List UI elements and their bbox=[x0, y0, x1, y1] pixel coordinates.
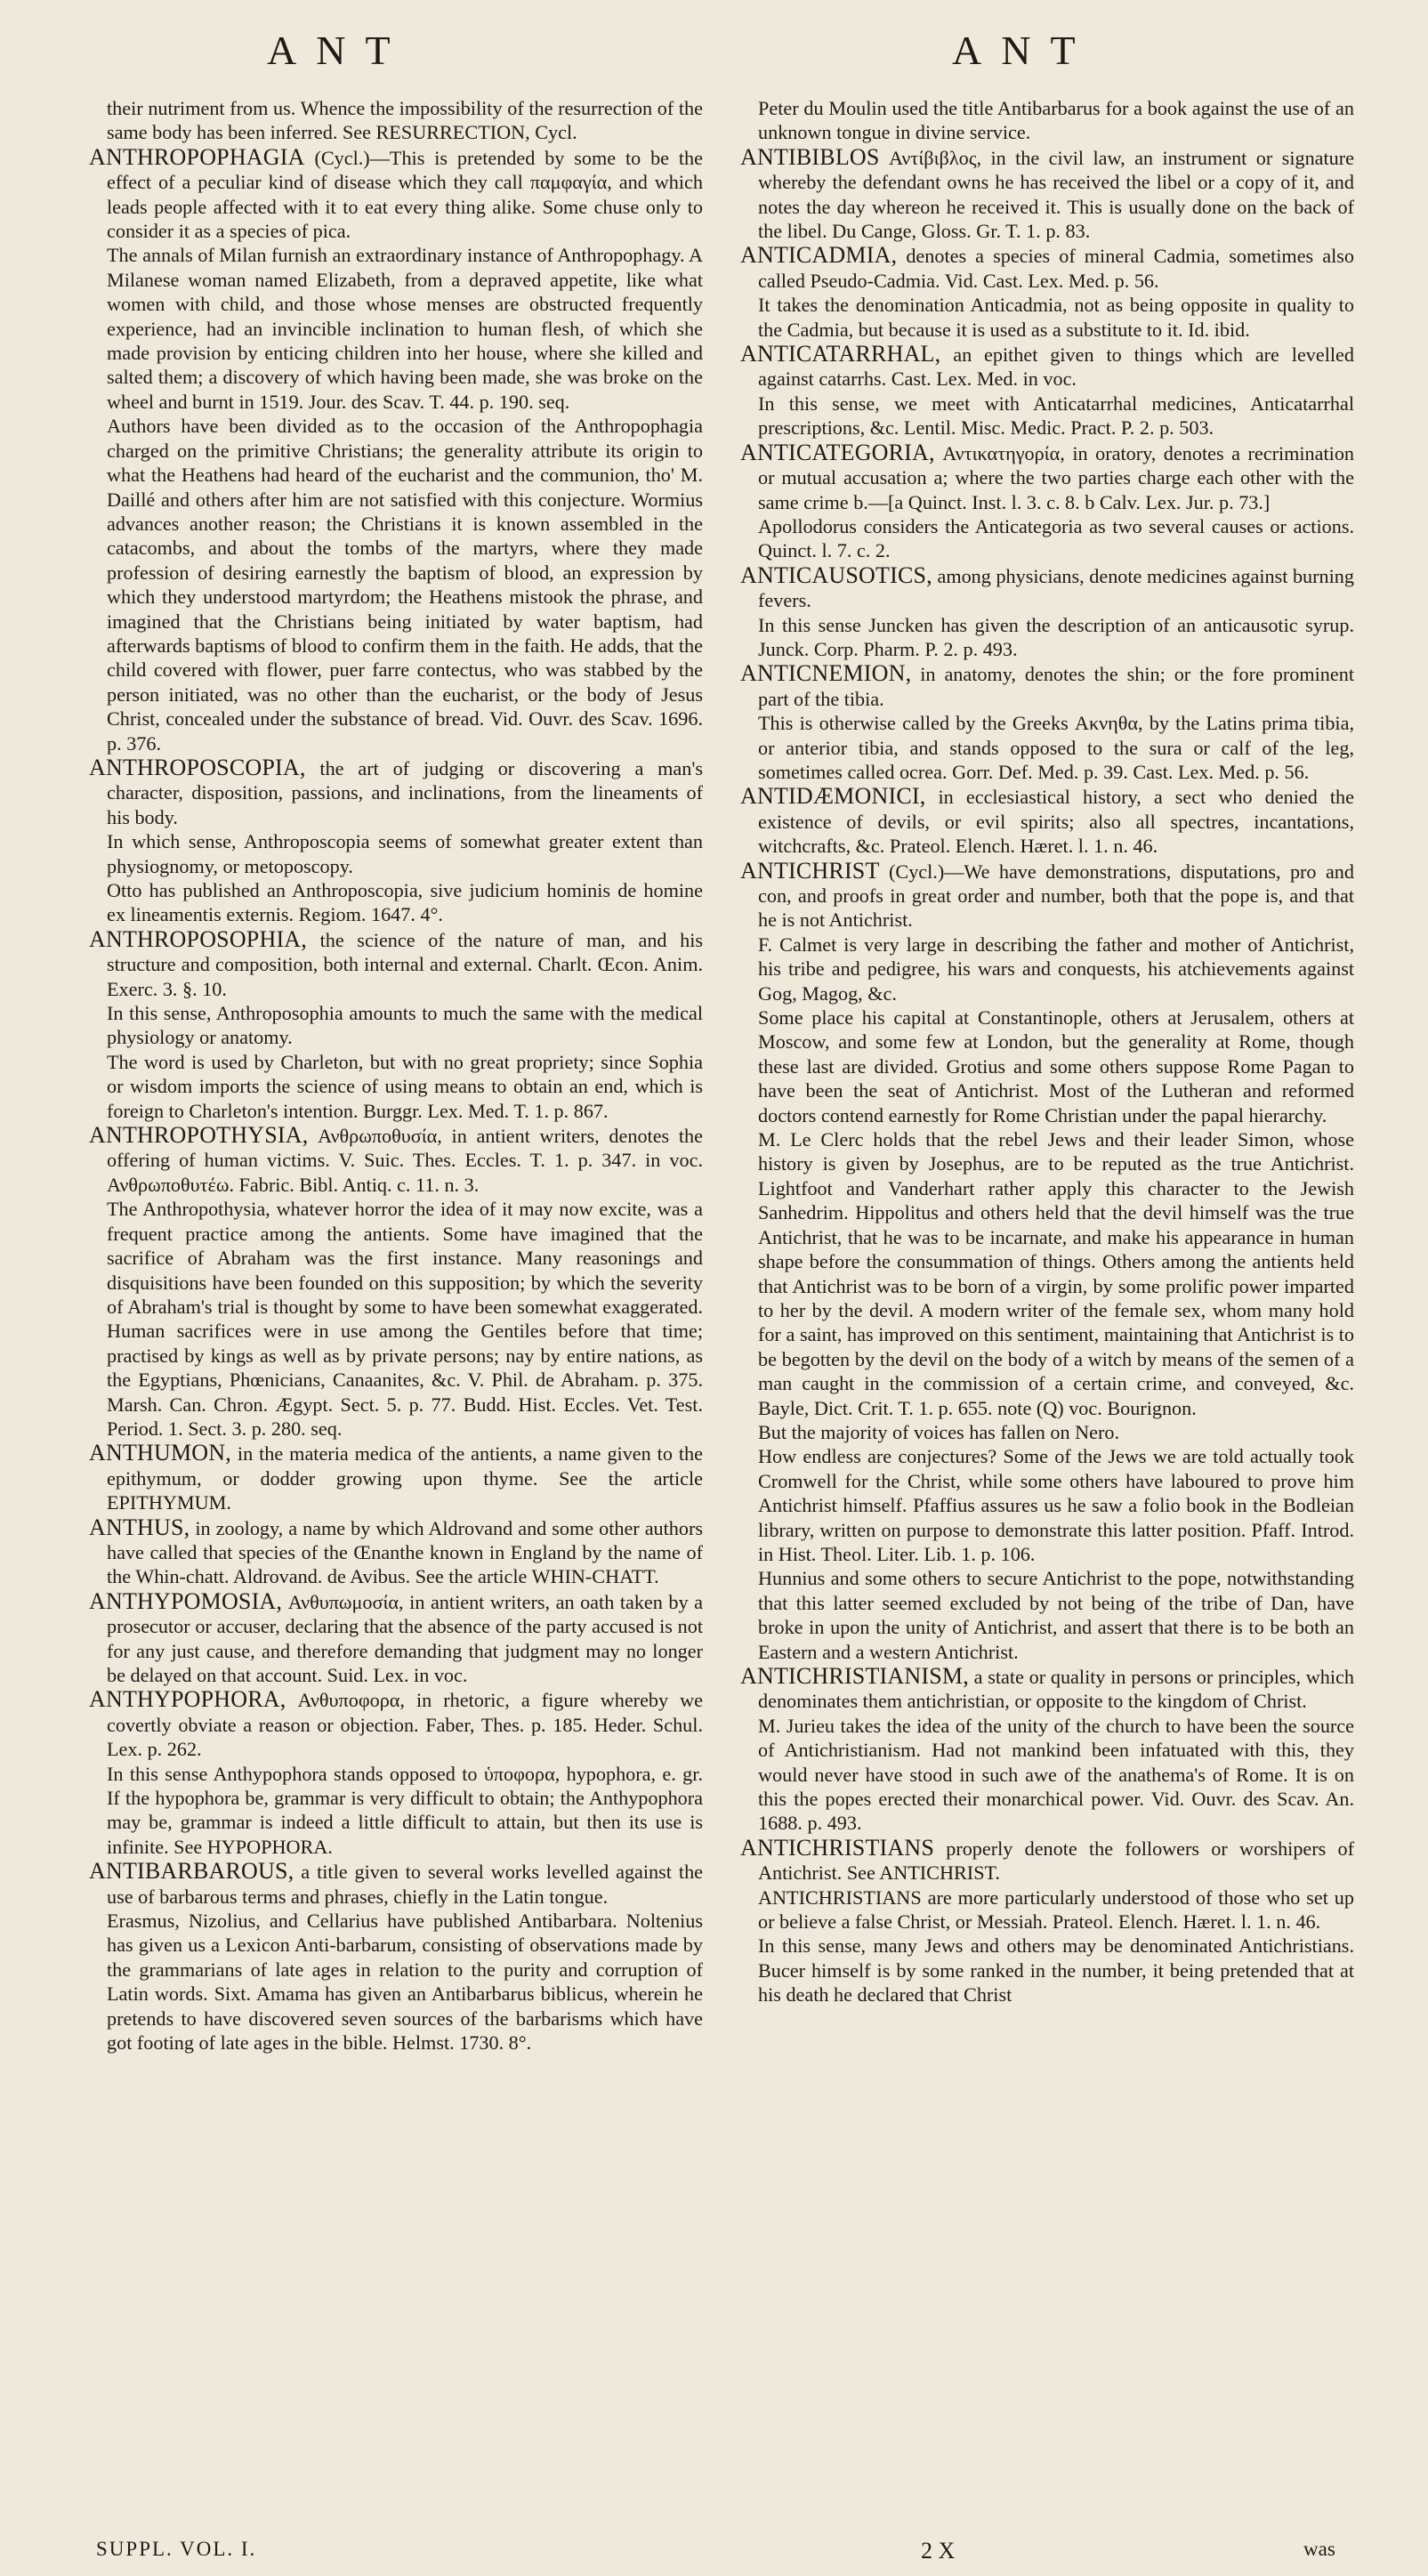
entry-text: In this sense Anthypophora stands opposed to ὑποφορα, hypophora, e. gr. If the hypophora be, grammar is very difficult to obtain; the Anthypophora may be, grammar is indeed a little difficult to attain, but then its use is infinite. See HYPOPHORA. bbox=[107, 1762, 703, 1858]
entry-paragraph bbox=[89, 1762, 703, 1860]
entry-paragraph bbox=[740, 613, 1354, 662]
footer-signature-mark: 2 X bbox=[921, 2538, 956, 2564]
entry-text: This is otherwise called by the Greeks Ακνηθα, by the Latins prima tibia, or anterior tibia, and stands opposed to the sura or calf of the leg, sometimes called ocrea. Gorr. Def. Med. p. 39. Cast. Lex. Med. p. 56. bbox=[758, 712, 1354, 783]
entry-headword: ANTIBIBLOS bbox=[740, 143, 880, 170]
dictionary-entry bbox=[740, 342, 1354, 392]
entry-text: Αντίβιβλος, in the civil law, an instrument or signature whereby the defendant owns he has received the libel or a copy of it, and notes the day whereon he received it. This is usually done on the back of the libel. Du Cange, Gloss. Gr. T. 1. p. 83. bbox=[758, 146, 1354, 243]
entry-paragraph bbox=[740, 514, 1354, 563]
entry-text: F. Calmet is very large in describing the father and mother of Antichrist, his tribe and pedigree, his wars and conquests, his atchievements against Gog, Magog, &c. bbox=[758, 933, 1354, 1005]
entry-text: Otto has published an Anthroposcopia, sive judicium hominis de homine ex lineamentis externis. Regiom. 1647. 4°. bbox=[107, 879, 703, 926]
entry-paragraph bbox=[89, 878, 703, 927]
entry-headword: ANTICHRISTIANS bbox=[740, 1834, 935, 1861]
entry-paragraph bbox=[89, 1050, 703, 1123]
entry-headword: ANTHUS, bbox=[89, 1514, 190, 1540]
entry-paragraph bbox=[740, 293, 1354, 342]
entry-paragraph bbox=[740, 1127, 1354, 1420]
entry-text: In this sense, we meet with Anticatarrhal medicines, Anticatarrhal prescriptions, &c. Lentil. Misc. Medic. Pract. P. 2. p. 503. bbox=[758, 392, 1354, 440]
entry-text: Hunnius and some others to secure Antichrist to the pope, notwithstanding that this latter seemed excluded by not being of the tribe of Dan, have broke in upon the unity of Antichrist, and assert that there is to be both an Eastern and a western Antichrist. bbox=[758, 1567, 1354, 1663]
entry-paragraph bbox=[89, 829, 703, 878]
entry-paragraph bbox=[89, 1197, 703, 1441]
entry-headword: ANTHROPOSCOPIA, bbox=[89, 754, 306, 780]
entry-text: an epithet given to things which are levelled against catarrhs. Cast. Lex. Med. in voc. bbox=[758, 343, 1354, 391]
entry-text: the science of the nature of man, and his structure and composition, both internal and external. Charlt. Œcon. Anim. Exerc. 3. §. 10. bbox=[107, 928, 703, 1000]
entry-text: a state or quality in persons or principles, which denominates them antichristian, or opposite to the kingdom of Christ. bbox=[758, 1666, 1354, 1713]
entry-text: M. Jurieu takes the idea of the unity of the church to have been the source of Antichristianism. Had not mankind been infatuated with this, they would never have stood in such awe of the anathema's of Rome. It is on this the popes erected their monarchical power. Vid. Ouvr. des Scav. An. 1688. p. 493. bbox=[758, 1714, 1354, 1835]
dictionary-entry bbox=[740, 859, 1354, 933]
entry-paragraph bbox=[89, 243, 703, 414]
entry-headword: ANTICAUSOTICS, bbox=[740, 561, 932, 588]
dictionary-entry bbox=[740, 243, 1354, 293]
dictionary-entry bbox=[740, 1836, 1354, 1886]
dictionary-entry bbox=[89, 145, 703, 244]
entry-text: Some place his capital at Constantinople, others at Jerusalem, others at Moscow, and some few at London, but the generality at Rome, though these last are divided. Grotius and some others suppose Rome Pagan to have been the seat of Antichrist. Most of the Lutheran and reformed doctors contend earnestly for Rome Christian under the papal hierarchy. bbox=[758, 1006, 1354, 1126]
dictionary-entry bbox=[89, 1515, 703, 1589]
dictionary-entry bbox=[89, 755, 703, 829]
entry-text: in ecclesiastical history, a sect who denied the existence of devils, or evil spirits; also all spectres, incantations, witchcrafts, &c. Prateol. Elench. Hæret. l. 1. n. 46. bbox=[758, 786, 1354, 858]
entry-text: their nutriment from us. Whence the impossibility of the resurrection of the same body has been inferred. See RESURRECTION, Cycl. bbox=[107, 97, 703, 144]
dictionary-entry bbox=[740, 1664, 1354, 1714]
entry-headword: ANTICHRISTIANISM, bbox=[740, 1663, 969, 1689]
entry-headword: ANTHROPOSOPHIA, bbox=[89, 925, 307, 952]
entry-text: in the materia medica of the antients, a name given to the epithymum, or dodder growing upon thyme. See the article EPITHYMUM. bbox=[107, 1442, 703, 1514]
entry-paragraph bbox=[89, 1909, 703, 2055]
entry-headword: ANTIDÆMONICI, bbox=[740, 783, 926, 810]
entry-headword: ANTICHRIST bbox=[740, 857, 880, 884]
entry-text: M. Le Clerc holds that the rebel Jews and their leader Simon, whose history is given by Josephus, are to be reputed as the true Antichrist. Lightfoot and Vanderhart rather apply this character to the Jewish Sanhedrim. Hippolitus and others held that the devil himself was the true Antichrist, that he was to be incarnate, and make his appearance in human shape before the consummation of things. Others among the antients held that Antichrist was to be born of a virgin, by some prolific power imparted to her by the devil. A modern writer of the female sex, whom many hold for a saint, has improved on this sentiment, maintaining that Antichrist is to be begotten by the devil on the body of a witch by means of the semen of a man caught in the commission of a certain crime, and conveyed, &c. Bayle, Dict. Crit. T. 1. p. 655. note (Q) voc. Bourignon. bbox=[758, 1128, 1354, 1419]
dictionary-entry bbox=[740, 145, 1354, 244]
entry-text: in anatomy, denotes the shin; or the fore prominent part of the tibia. bbox=[758, 663, 1354, 710]
entry-paragraph bbox=[740, 1886, 1354, 1934]
right-column bbox=[740, 96, 1354, 2516]
footer-signature: SUPPL. VOL. I. bbox=[96, 2538, 257, 2560]
entry-text: In this sense Juncken has given the description of an anticausotic syrup. Junck. Corp. Pharm. P. 2. p. 493. bbox=[758, 613, 1354, 660]
entry-text: In this sense, Anthroposophia amounts to much the same with the medical physiology or anatomy. bbox=[107, 1002, 703, 1049]
dictionary-entry bbox=[740, 440, 1354, 514]
entry-text: the art of judging or discovering a man's character, disposition, passions, and inclinations, from the lineaments of his body. bbox=[107, 756, 703, 828]
dictionary-entry bbox=[89, 927, 703, 1001]
entry-text: Αντικατηγορία, in oratory, denotes a recrimination or mutual accusation a; where the two parties charge each other with the same crime b.—[a Quinct. Inst. l. 3. c. 8. b Calv. Lex. Jur. p. 73.] bbox=[758, 441, 1354, 513]
dictionary-entry bbox=[89, 1859, 703, 1909]
entry-text: The word is used by Charleton, but with no great propriety; since Sophia or wisdom imports the science of using means to obtain an end, which is foreign to Charleton's intention. Burggr. Lex. Med. T. 1. p. 867. bbox=[107, 1050, 703, 1122]
entry-headword: ANTHYPOPHORA, bbox=[89, 1686, 286, 1713]
entry-text: among physicians, denote medicines against burning fevers. bbox=[758, 564, 1354, 612]
entry-headword: ANTICNEMION, bbox=[740, 660, 912, 687]
entry-paragraph bbox=[740, 1005, 1354, 1127]
running-head-left: ANT bbox=[267, 28, 410, 73]
entry-headword: ANTHROPOTHYSIA, bbox=[89, 1122, 309, 1149]
entry-headword: ANTICATARRHAL, bbox=[740, 341, 941, 367]
entry-paragraph bbox=[740, 96, 1354, 145]
entry-headword: ANTICADMIA, bbox=[740, 242, 898, 269]
footer-catchword: was bbox=[1303, 2538, 1335, 2560]
dictionary-entry bbox=[89, 1441, 703, 1514]
entry-text: (Cycl.)—This is pretended by some to be the effect of a peculiar kind of disease which they call παμφαγία, and which leads people affected with it to eat every thing alike. Some chuse only to consider it as a species of pica. bbox=[107, 146, 703, 243]
dictionary-entry bbox=[740, 661, 1354, 711]
entry-text: properly denote the followers or worshipers of Antichrist. See ANTICHRIST. bbox=[758, 1837, 1354, 1885]
entry-text: Ανθυπωμοσία, in antient writers, an oath taken by a prosecutor or accuser, declaring that the absence of the party accused is not for any just cause, and therefore demanding that judgment may no longer be delayed on that account. Suid. Lex. in voc. bbox=[107, 1590, 703, 1686]
entry-text: a title given to several works levelled against the use of barbarous terms and phrases, chiefly in the Latin tongue. bbox=[107, 1861, 703, 1908]
entry-paragraph bbox=[89, 1001, 703, 1050]
dictionary-entry bbox=[89, 1589, 703, 1688]
entry-text: In which sense, Anthroposcopia seems of somewhat greater extent than physiognomy, or metoposcopy. bbox=[107, 830, 703, 877]
entry-text: ANTICHRISTIANS are more particularly understood of those who set up or believe a false Christ, or Messiah. Prateol. Elench. Hæret. l. 1. n. 46. bbox=[758, 1886, 1354, 1934]
entry-text: How endless are conjectures? Some of the Jews we are told actually took Cromwell for the Christ, while some others have laboured to prove him Antichrist himself. Pfaffius assures us he saw a folio book in the Bodleian library, written on purpose to demonstrate this latter position. Pfaff. Introd. in Hist. Theol. Liter. Lib. 1. p. 106. bbox=[758, 1445, 1354, 1565]
entry-headword: ANTHYPOMOSIA, bbox=[89, 1587, 283, 1614]
entry-text: denotes a species of mineral Cadmia, sometimes also called Pseudo-Cadmia. Vid. Cast. Lex. Med. p. 56. bbox=[758, 245, 1354, 292]
entry-text: The Anthropothysia, whatever horror the idea of it may now excite, was a frequent practice among the antients. Some have imagined that the sacrifice of Abraham was the first instance. Many reasonings and disquisitions have been founded on this supposition; by which the severity of Abraham's trial is thought by some to have been somewhat exaggerated. Human sacrifices were in use among the Gentiles before that time; practised by kings as well as by private persons; nay by entire nations, as the Egyptians, Phœnicians, Canaanites, &c. V. Phil. de Abraham. p. 375. Marsh. Can. Chron. Ægypt. Sect. 5. p. 77. Budd. Hist. Eccles. Vet. Test. Period. 1. Sect. 3. p. 280. seq. bbox=[107, 1198, 703, 1440]
entry-text: Erasmus, Nizolius, and Cellarius have published Antibarbara. Noltenius has given us a Lexicon Anti-barbarum, consisting of observations made by the grammarians of late ages in relation to the purity and corruption of Latin words. Sixt. Amama has given an Antibarbarus biblicus, wherein he pretends to have discovered seven sources of the barbarisms which have got footing of late ages in the bible. Helmst. 1730. 8°. bbox=[107, 1910, 703, 2055]
entry-paragraph bbox=[740, 1420, 1354, 1444]
entry-text: Authors have been divided as to the occasion of the Anthropophagia charged on the primitive Christians; the generality attribute its origin to what the Heathens had heard of the eucharist and the communion, tho' M. Daillé and others after him are not satisfied with this conjecture. Wormius advances another reason; the Christians it is known assembled in the catacombs, and about the tombs of the martyrs, where they made profession of desiring earnestly the baptism of blood, an expression by which they understood martyrdom; the Heathens mistook the phrase, and imagined that the Christians being initiated by water baptism, had afterwards baptisms of blood to confirm them in the faith. He adds, that the child covered with flower, puer farre contectus, who was stabbed by the person initiated, was no other than the eucharist, or the body of Jesus Christ, concealed under the substance of bread. Vid. Ouvr. des Scav. 1696. p. 376. bbox=[107, 415, 703, 755]
entry-paragraph bbox=[740, 933, 1354, 1005]
left-column bbox=[89, 96, 703, 2516]
entry-paragraph bbox=[740, 1444, 1354, 1566]
entry-text: The annals of Milan furnish an extraordinary instance of Anthropophagy. A Milanese woman named Elizabeth, from a depraved appetite, like what women with child, and those whose menses are obstructed frequently experience, had an invincible inclination to human flesh, of which she made provision by enticing children into her house, where she killed and salted them; a discovery of which having been made, she was broke on the wheel and burnt in 1519. Jour. des Scav. T. 44. p. 190. seq. bbox=[107, 244, 703, 413]
entry-paragraph bbox=[740, 1714, 1354, 1836]
entry-paragraph bbox=[740, 1566, 1354, 1664]
dictionary-entry bbox=[89, 1687, 703, 1761]
entry-headword: ANTIBARBAROUS, bbox=[89, 1858, 294, 1885]
entry-paragraph bbox=[740, 392, 1354, 440]
entry-text: Apollodorus considers the Anticategoria as two several causes or actions. Quinct. l. 7. c. 2. bbox=[758, 514, 1354, 562]
dictionary-entry bbox=[740, 784, 1354, 858]
entry-headword: ANTICATEGORIA, bbox=[740, 439, 935, 465]
dictionary-entry bbox=[89, 1123, 703, 1197]
entry-text: In this sense, many Jews and others may be denominated Antichristians. Bucer himself is by some ranked in the number, it being pretended that at his death he declared that Christ bbox=[758, 1934, 1354, 2007]
entry-text: Peter du Moulin used the title Antibarbarus for a book against the use of an unknown tongue in divine service. bbox=[758, 97, 1354, 144]
entry-paragraph bbox=[740, 1934, 1354, 2007]
entry-text: But the majority of voices has fallen on Nero. bbox=[758, 1420, 1120, 1443]
entry-paragraph bbox=[89, 96, 703, 145]
dictionary-entry bbox=[740, 563, 1354, 613]
entry-headword: ANTHROPOPHAGIA bbox=[89, 143, 305, 170]
entry-paragraph bbox=[89, 414, 703, 755]
entry-text: in zoology, a name by which Aldrovand and some other authors have called that species of the Œnanthe known in England by the name of the Whin-chatt. Aldrovand. de Avibus. See the article WHIN-CHATT. bbox=[107, 1516, 703, 1588]
entry-text: Ανθυποφορα, in rhetoric, a figure whereby we covertly obviate a reason or objection. Faber, Thes. p. 185. Heder. Schul. Lex. p. 262. bbox=[107, 1689, 703, 1761]
entry-text: Ανθρωποθυσία, in antient writers, denotes the offering of human victims. V. Suic. Thes. Eccles. T. 1. p. 347. in voc. Ανθρωποθυτέω. Fabric. Bibl. Antiq. c. 11. n. 3. bbox=[107, 1125, 703, 1196]
entry-text: It takes the denomination Anticadmia, not as being opposite in quality to the Cadmia, but because it is used as a substitute to it. Id. ibid. bbox=[758, 294, 1354, 341]
entry-headword: ANTHUMON, bbox=[89, 1440, 231, 1466]
running-head-right: ANT bbox=[952, 28, 1095, 73]
entry-paragraph bbox=[740, 711, 1354, 784]
entry-text: (Cycl.)—We have demonstrations, disputations, pro and con, and proofs in great order and number, both that the pope is, and that he is not Antichrist. bbox=[758, 860, 1354, 932]
